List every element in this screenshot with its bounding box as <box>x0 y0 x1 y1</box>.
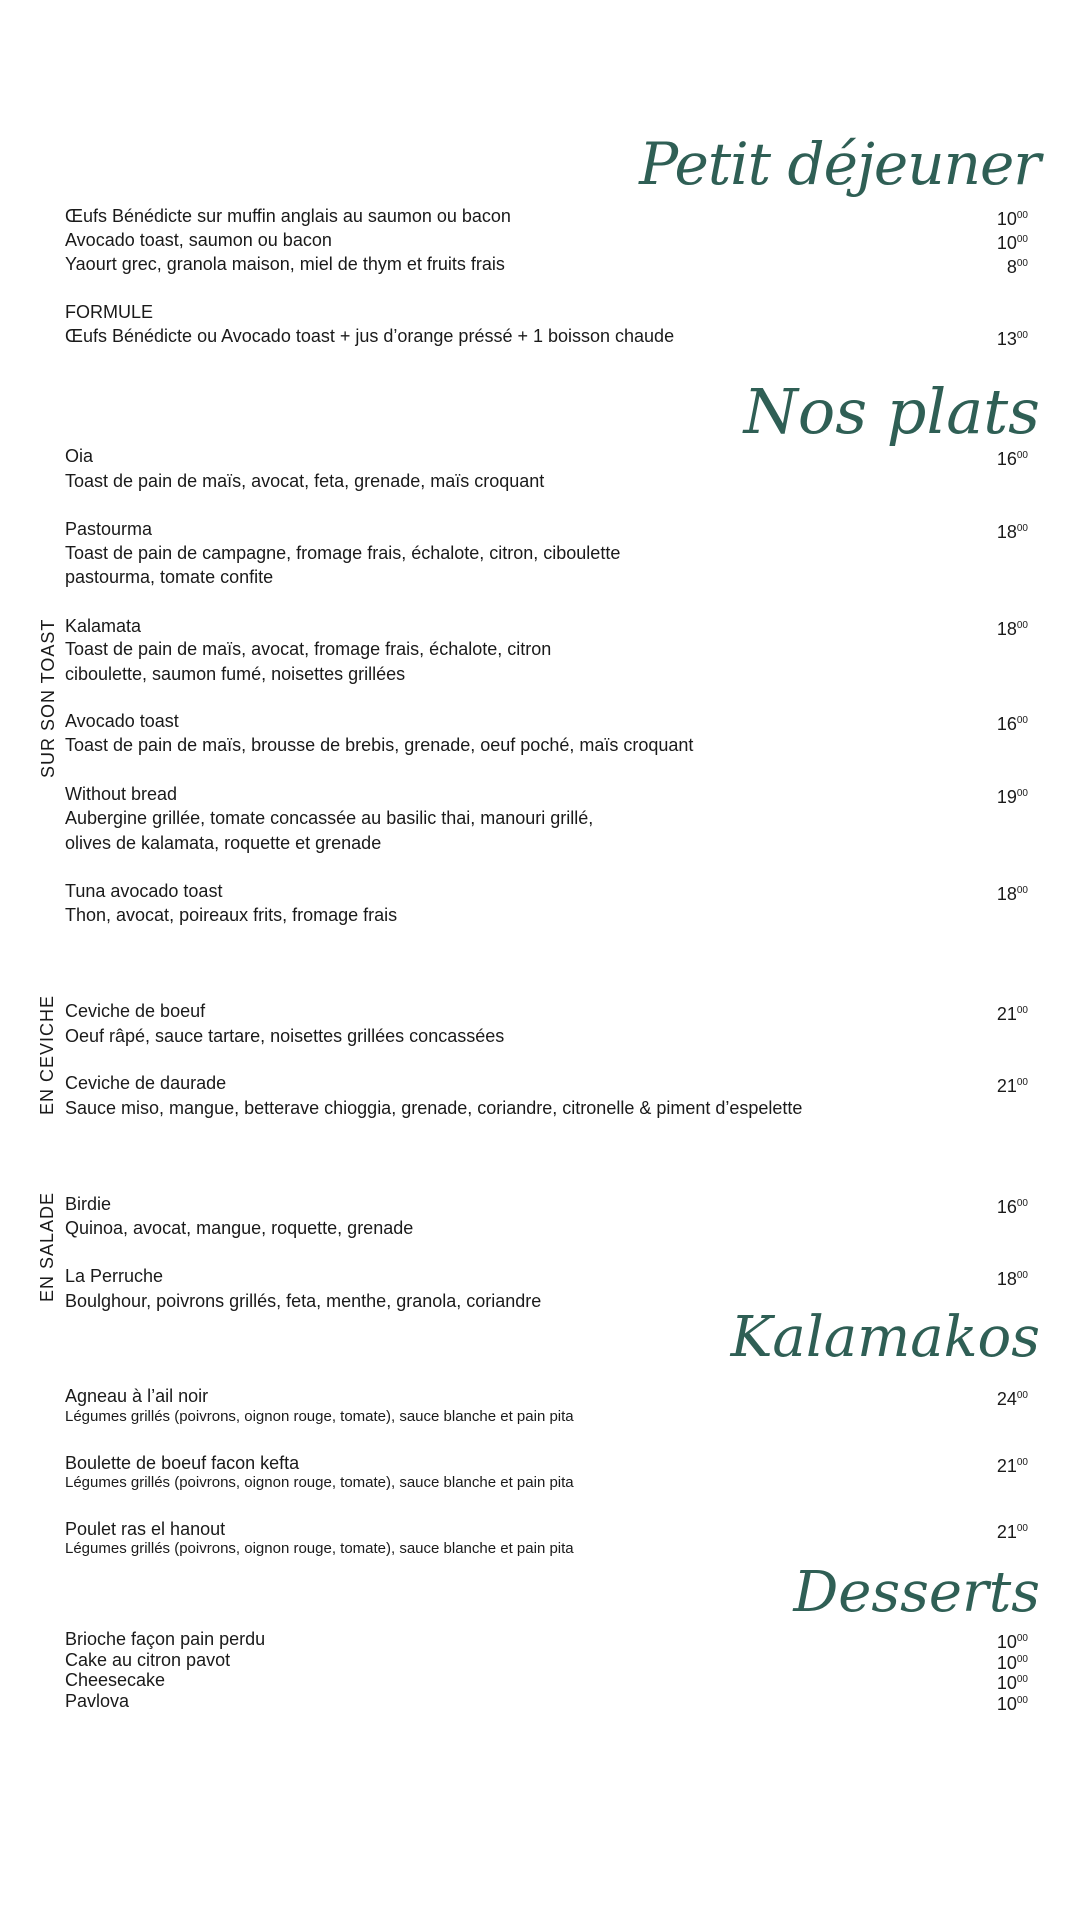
section-title-petit-dejeuner: Petit déjeuner <box>639 130 1040 198</box>
menu-item-price: $10^{00}$ <box>996 1653 1028 1673</box>
menu-item-description: Aubergine grillée, tomate concassée au basilic thai, manouri grillé, <box>65 808 594 828</box>
menu-item-name: Avocado toast, saumon ou bacon <box>65 230 332 250</box>
menu-item-description: Légumes grillés (poivrons, oignon rouge, tomate), sauce blanche et pain pita <box>65 1540 574 1557</box>
menu-item-description: Quinoa, avocat, mangue, roquette, grenade <box>65 1218 414 1238</box>
formule-label: FORMULE <box>65 302 154 322</box>
category-label-salade: EN SALADE <box>37 1191 57 1302</box>
formule-price: $13^{00}$ <box>996 329 1028 349</box>
menu-item-price: $18^{00}$ <box>996 619 1028 639</box>
formule-description: Œufs Bénédicte ou Avocado toast + jus d’orange préssé + 1 boisson chaude <box>65 326 675 346</box>
menu-item-name: Avocado toast <box>65 711 179 731</box>
menu-item-description: Sauce miso, mangue, betterave chioggia, grenade, coriandre, citronelle & piment d’espelette <box>65 1098 803 1118</box>
menu-item-name: Pavlova <box>65 1691 130 1711</box>
menu-item-name: La Perruche <box>65 1266 164 1286</box>
menu-item-description: ciboulette, saumon fumé, noisettes grillées <box>65 664 406 684</box>
menu-item-price: $18^{00}$ <box>996 884 1028 904</box>
menu-item-description: Toast de pain de maïs, avocat, fromage frais, échalote, citron <box>65 639 552 659</box>
menu-item-description: pastourma, tomate confite <box>65 567 274 587</box>
menu-item-name: Yaourt grec, granola maison, miel de thym et fruits frais <box>65 254 505 274</box>
menu-item-price: $16^{00}$ <box>996 1197 1028 1217</box>
menu-item-price: $16^{00}$ <box>996 449 1028 469</box>
menu-item-name: Birdie <box>65 1194 112 1214</box>
menu-item-description: Thon, avocat, poireaux frits, fromage frais <box>65 905 398 925</box>
menu-item-price: $24^{00}$ <box>996 1389 1028 1409</box>
menu-item-name: Œufs Bénédicte sur muffin anglais au saumon ou bacon <box>65 206 511 226</box>
menu-item-price: $10^{00}$ <box>996 1673 1028 1693</box>
menu-item-description: Toast de pain de maïs, avocat, feta, grenade, maïs croquant <box>65 471 545 491</box>
menu-item-description: Légumes grillés (poivrons, oignon rouge, tomate), sauce blanche et pain pita <box>65 1474 574 1491</box>
category-label-ceviche: EN CEVICHE <box>37 994 57 1115</box>
menu-item-description: Toast de pain de campagne, fromage frais, échalote, citron, ciboulette <box>65 543 621 563</box>
menu-item-description: Légumes grillés (poivrons, oignon rouge, tomate), sauce blanche et pain pita <box>65 1408 574 1425</box>
menu-item-name: Tuna avocado toast <box>65 881 223 901</box>
menu-item-price: $10^{00}$ <box>996 1632 1028 1652</box>
menu-item-name: Agneau à l’ail noir <box>65 1386 209 1406</box>
section-title-kalamakos: Kalamakos <box>730 1305 1040 1370</box>
menu-item-price: $21^{00}$ <box>996 1456 1028 1476</box>
menu-item-name: Kalamata <box>65 616 142 636</box>
menu-item-name: Oia <box>65 446 94 466</box>
menu-item-name: Poulet ras el hanout <box>65 1519 226 1539</box>
menu-item-name: Ceviche de boeuf <box>65 1001 206 1021</box>
menu-item-price: $10^{00}$ <box>996 209 1028 229</box>
menu-item-description: olives de kalamata, roquette et grenade <box>65 833 382 853</box>
menu-item-name: Brioche façon pain perdu <box>65 1629 266 1649</box>
menu-item-description: Toast de pain de maïs, brousse de brebis, grenade, oeuf poché, maïs croquant <box>65 735 694 755</box>
menu-item-price: $10^{00}$ <box>996 1694 1028 1714</box>
menu-item-price: $18^{00}$ <box>996 1269 1028 1289</box>
menu-item-name: Without bread <box>65 784 178 804</box>
category-label-toast: SUR SON TOAST <box>38 618 58 778</box>
menu-item-price: $21^{00}$ <box>996 1522 1028 1542</box>
menu-item-name: Pastourma <box>65 519 153 539</box>
menu-item-description: Oeuf râpé, sauce tartare, noisettes grillées concassées <box>65 1026 505 1046</box>
menu-item-price: $16^{00}$ <box>996 714 1028 734</box>
menu-item-price: $18^{00}$ <box>996 522 1028 542</box>
menu-item-name: Boulette de boeuf facon kefta <box>65 1453 300 1473</box>
menu-item-price: $21^{00}$ <box>996 1004 1028 1024</box>
menu-item-price: $21^{00}$ <box>996 1076 1028 1096</box>
menu-item-name: Cheesecake <box>65 1670 166 1690</box>
menu-item-price: $8^{00}$ <box>1006 257 1028 277</box>
menu-item-price: $19^{00}$ <box>996 787 1028 807</box>
section-title-nos-plats: Nos plats <box>743 375 1040 448</box>
menu-item-name: Cake au citron pavot <box>65 1650 231 1670</box>
section-title-desserts: Desserts <box>793 1560 1040 1625</box>
menu-item-name: Ceviche de daurade <box>65 1073 227 1093</box>
menu-item-description: Boulghour, poivrons grillés, feta, menthe, granola, coriandre <box>65 1291 542 1311</box>
menu-item-price: $10^{00}$ <box>996 233 1028 253</box>
